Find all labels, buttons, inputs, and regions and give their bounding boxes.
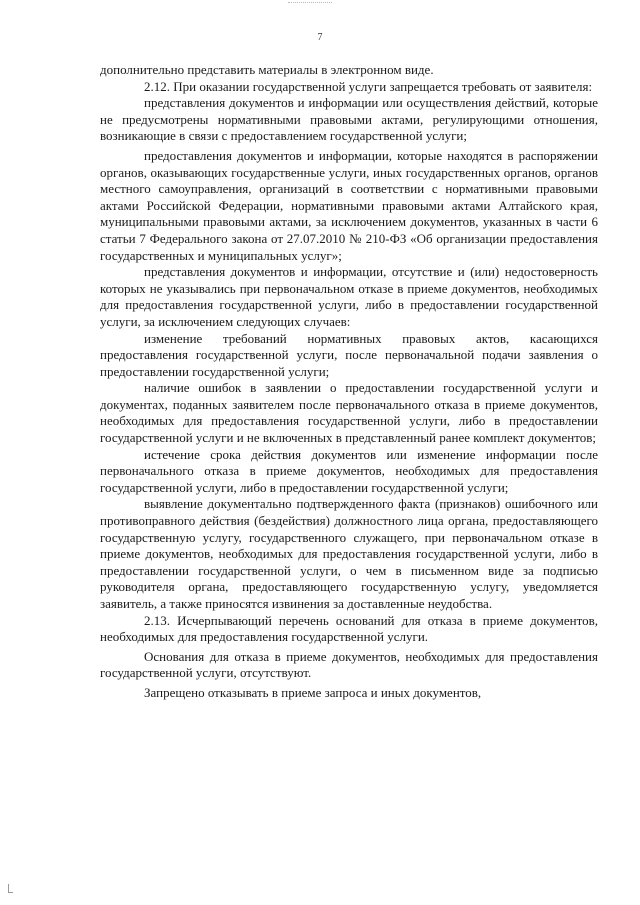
paragraph-item: Основания для отказа в приеме документов, необходимых для предоставления государственной услуги, отсутствуют.	[100, 648, 598, 681]
scan-artifact-mark	[288, 2, 332, 5]
paragraph-item: Запрещено отказывать в приеме запроса и иных документов,	[144, 684, 482, 700]
scan-edge-mark	[8, 884, 13, 893]
paragraph-section-2-12: 2.12. При оказании государственной услуги запрещается требовать от заявителя:	[144, 78, 593, 94]
paragraph-item: предоставления документов и информации, которые находятся в распоряжении органов, оказывающих государственные услуги, иных государственных органов, органов местного самоуправления, организаций в соответствии с нормативными правовыми актами Российской Федерации, нормативными правовыми актами Алтайского края, муниципальными правовыми актами, за исключением документов, указанных в части 6 статьи 7 Федерального закона от 27.07.2010 № 210-ФЗ «Об организации предоставления государственных и муниципальных услуг»;	[100, 147, 598, 263]
page-number: 7	[317, 32, 323, 43]
paragraph-subitem: выявление документально подтвержденного факта (признаков) ошибочного или противоправного действия (бездействия) должностного лица органа, предоставляющего государственную услугу, государственного служащего, при первоначальном отказе в приеме документов, необходимых для предоставления государственной услуги, либо в предоставлении государственной услуги, о чем в письменном виде за подписью руководителя органа, предоставляющего государственную услугу, уведомляется заявитель, а также приносятся извинения за доставленные неудобства.	[100, 496, 598, 611]
paragraph-item: представления документов и информации или осуществления действий, которые не предусмотрены нормативными правовыми актами, регулирующими отношения, возникающие в связи с предоставлением государственной услуги;	[100, 95, 598, 144]
paragraph-subitem: истечение срока действия документов или изменение информации после первоначального отказа в приеме документов, необходимых для предоставления государственной услуги, либо в предоставлении государственной услуги;	[100, 446, 598, 495]
paragraph-subitem: наличие ошибок в заявлении о предоставлении государственной услуги и документах, поданных заявителем после первоначального отказа в приеме документов, необходимых для предоставления государственной услуги, либо в предоставлении государственной услуги и не включенных в представленный ранее комплект документов;	[100, 380, 598, 446]
document-body	[100, 62, 598, 702]
paragraph-item: представления документов и информации, отсутствие и (или) недостоверность которых не указывались при первоначальном отказе в приеме документов, необходимых для предоставления государственной услуги, либо в предоставлении государственной услуги, за исключением следующих случаев:	[100, 264, 598, 329]
paragraph-continuation: дополнительно представить материалы в электронном виде.	[100, 62, 434, 77]
paragraph-subitem: изменение требований нормативных правовых актов, касающихся предоставления государственной услуги, после первоначальной подачи заявления о предоставлении государственной услуги;	[100, 330, 598, 379]
paragraph-section-2-13: 2.13. Исчерпывающий перечень оснований для отказа в приеме документов, необходимых для предоставления государственной услуги.	[100, 612, 598, 645]
